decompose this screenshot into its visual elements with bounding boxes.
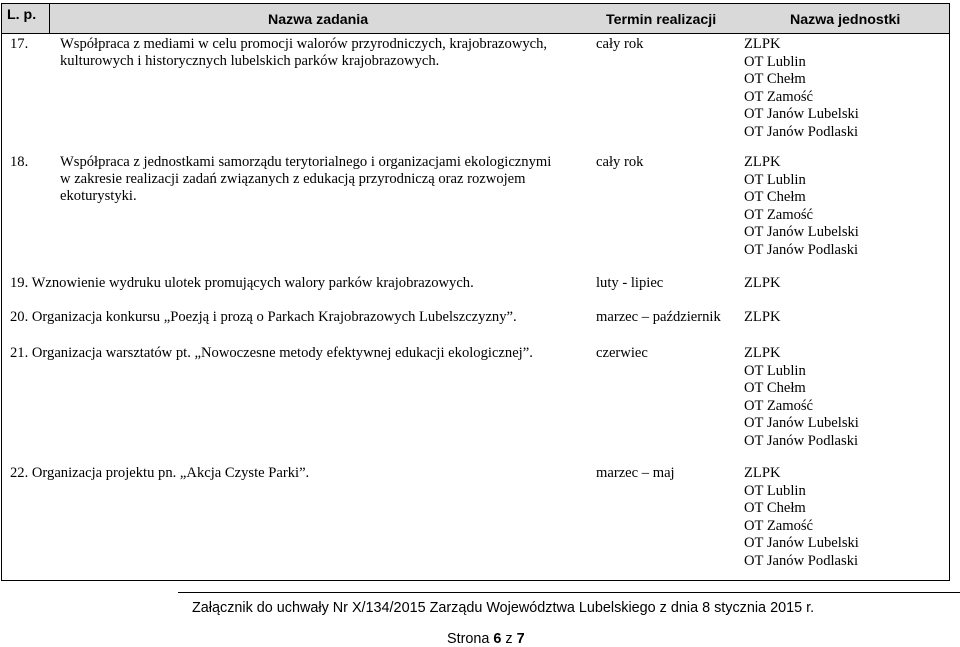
unit-list [744, 154, 859, 259]
table-header [2, 4, 949, 34]
task-line: Współpraca z jednostkami samorządu terytorialnego i organizacjami ekologicznymi [60, 154, 552, 170]
unit-list [744, 345, 859, 450]
task-name: 21. Organizacja warsztatów pt. „Nowoczesne metody efektywnej edukacji ekologicznej”. [10, 345, 533, 361]
header-task-name: Nazwa zadania [268, 12, 369, 28]
task-term: czerwiec [596, 345, 648, 361]
unit-name: OT Chełm [744, 71, 806, 87]
header-unit-name: Nazwa jednostki [790, 12, 901, 28]
unit-name: OT Zamość [744, 88, 814, 105]
unit-name: OT Janów Lubelski [744, 106, 859, 122]
unit-name: ZLPK [744, 345, 781, 361]
unit-name: OT Lublin [744, 53, 806, 70]
unit-name: ZLPK [744, 36, 781, 52]
unit-name: OT Janów Lubelski [744, 415, 859, 431]
unit-name: ZLPK [744, 465, 781, 481]
unit-list [744, 309, 780, 327]
footer-rule [178, 592, 960, 593]
unit-name: OT Lublin [744, 171, 806, 188]
unit-name: OT Chełm [744, 380, 806, 396]
row-number: 18. [10, 154, 29, 170]
unit-name: OT Janów Podlaski [744, 123, 859, 140]
unit-name: OT Janów Podlaski [744, 552, 859, 569]
page-separator: z [501, 631, 517, 647]
page-number [447, 631, 525, 647]
page-label: Strona [447, 631, 494, 647]
task-line: Współpraca z mediami w celu promocji walorów przyrodniczych, krajobrazowych, [60, 36, 548, 52]
task-term: cały rok [596, 36, 644, 52]
row-number: 17. [10, 36, 29, 52]
tasks-table [1, 3, 950, 581]
header-term: Termin realizacji [606, 12, 717, 28]
unit-name: OT Zamość [744, 206, 814, 223]
task-line: ekoturystyki. [60, 188, 137, 204]
task-line: w zakresie realizacji zadań związanych z edukacją przyrodniczą oraz rozwojem [60, 171, 526, 187]
page-total: 7 [516, 631, 525, 647]
unit-list [744, 465, 859, 570]
task-name: 19. Wznowienie wydruku ulotek promujących walory parków krajobrazowych. [10, 275, 474, 291]
unit-name: OT Zamość [744, 517, 814, 534]
unit-name: OT Janów Podlaski [744, 241, 859, 258]
task-name: 20. Organizacja konkursu „Poezją i prozą o Parkach Krajobrazowych Lubelszczyzny”. [10, 309, 517, 325]
unit-name: OT Janów Podlaski [744, 432, 859, 449]
task-name: 22. Organizacja projektu pn. „Akcja Czyste Parki”. [10, 465, 310, 481]
unit-name: OT Janów Lubelski [744, 224, 859, 240]
task-line: kulturowych i historycznych lubelskich parków krajobrazowych. [60, 53, 440, 69]
unit-name: OT Janów Lubelski [744, 535, 859, 551]
task-term: cały rok [596, 154, 644, 170]
unit-name: ZLPK [744, 275, 781, 291]
header-divider [49, 4, 50, 33]
task-term: marzec – październik [596, 309, 721, 325]
footer-attachment-note: Załącznik do uchwały Nr X/134/2015 Zarządu Województwa Lubelskiego z dnia 8 stycznia 2015 r. [192, 600, 815, 616]
unit-name: OT Chełm [744, 189, 806, 205]
task-term: luty - lipiec [596, 275, 664, 291]
header-lp: L. p. [7, 7, 37, 23]
unit-name: OT Chełm [744, 500, 806, 516]
unit-list [744, 36, 859, 141]
task-name [60, 36, 580, 70]
unit-name: ZLPK [744, 154, 781, 170]
task-name [60, 154, 580, 205]
unit-name: OT Lublin [744, 482, 806, 499]
unit-list [744, 275, 780, 293]
unit-name: OT Lublin [744, 362, 806, 379]
unit-name: OT Zamość [744, 397, 814, 414]
task-term: marzec – maj [596, 465, 675, 481]
unit-name: ZLPK [744, 309, 781, 325]
page-current: 6 [493, 631, 502, 647]
